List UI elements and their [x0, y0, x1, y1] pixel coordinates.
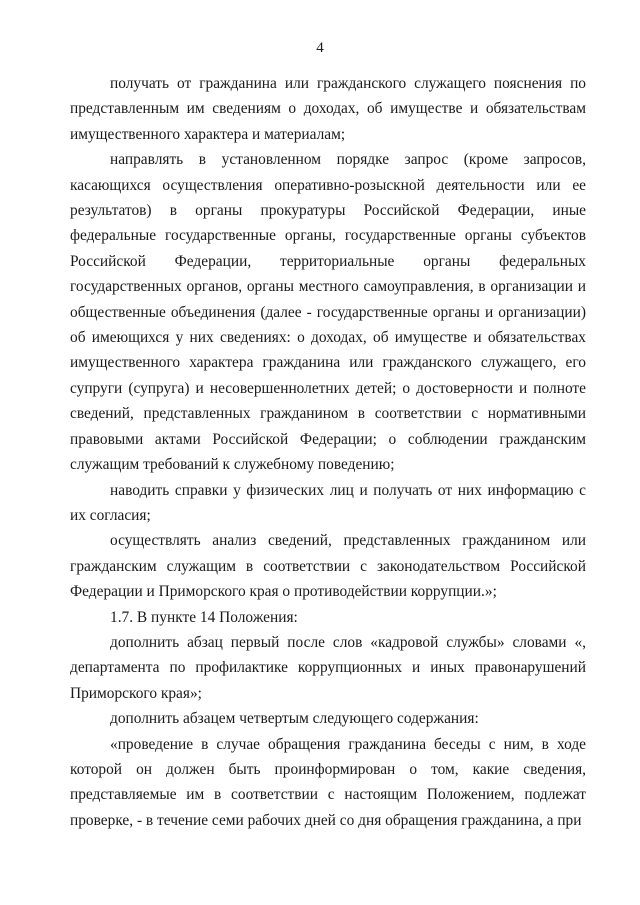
page-number: 4 [316, 40, 324, 56]
paragraph-amend-first-abzac: дополнить абзац первый после слов «кадровой службы» словами «, департамента по профилактике коррупционных и иных правонарушений Приморского края»; [70, 633, 586, 702]
paragraph-clause-1-7: 1.7. В пункте 14 Положения: [110, 608, 298, 626]
paragraph-request-explanations: получать от гражданина или гражданского служащего пояснения по представленным им сведениям о доходах, об имуществе и обязательствам имущественного характера и материалам; [70, 75, 586, 143]
document-body [70, 71, 586, 833]
paragraph-analyze-information: осуществлять анализ сведений, представленных гражданином или гражданским служащим в соответствии с законодательством Российской Федерации и Приморского края о противодействии коррупции.»; [70, 532, 586, 601]
paragraph-conversation-procedure: «проведение в случае обращения гражданина беседы с ним, в ходе которой он должен быть проинформирован о том, какие сведения, представляемые им в соответствии с настоящим Положением, подлежат проверке, - в течение семи рабочих дней со дня обращения гражданина, а при [70, 735, 586, 829]
paragraph-add-fourth-abzac: дополнить абзацем четвертым следующего содержания: [110, 710, 479, 728]
paragraph-make-inquiries: наводить справки у физических лиц и получать от них информацию с их согласия; [70, 481, 586, 524]
paragraph-send-requests: направлять в установленном порядке запрос (кроме запросов, касающихся осуществления оперативно-розыскной деятельности или ее результатов) в органы прокуратуры Российской Федерации, иные федеральные государственные органы, государственные органы субъектов Российской Федерации, территориальные органы федеральных государственных органов, органы местного самоуправления, в организации и общественные объединения (далее - государственные органы и организации) об имеющихся у них сведениях: о доходах, об имуществе и обязательствах имущественного характера гражданина или гражданского служащего, его супруги (супруга) и несовершеннолетних детей; о достоверности и полноте сведений, представленных гражданином в соответствии с нормативными правовыми актами Российской Федерации; о соблюдении гражданским служащим требований к служебному поведению; [70, 151, 586, 474]
